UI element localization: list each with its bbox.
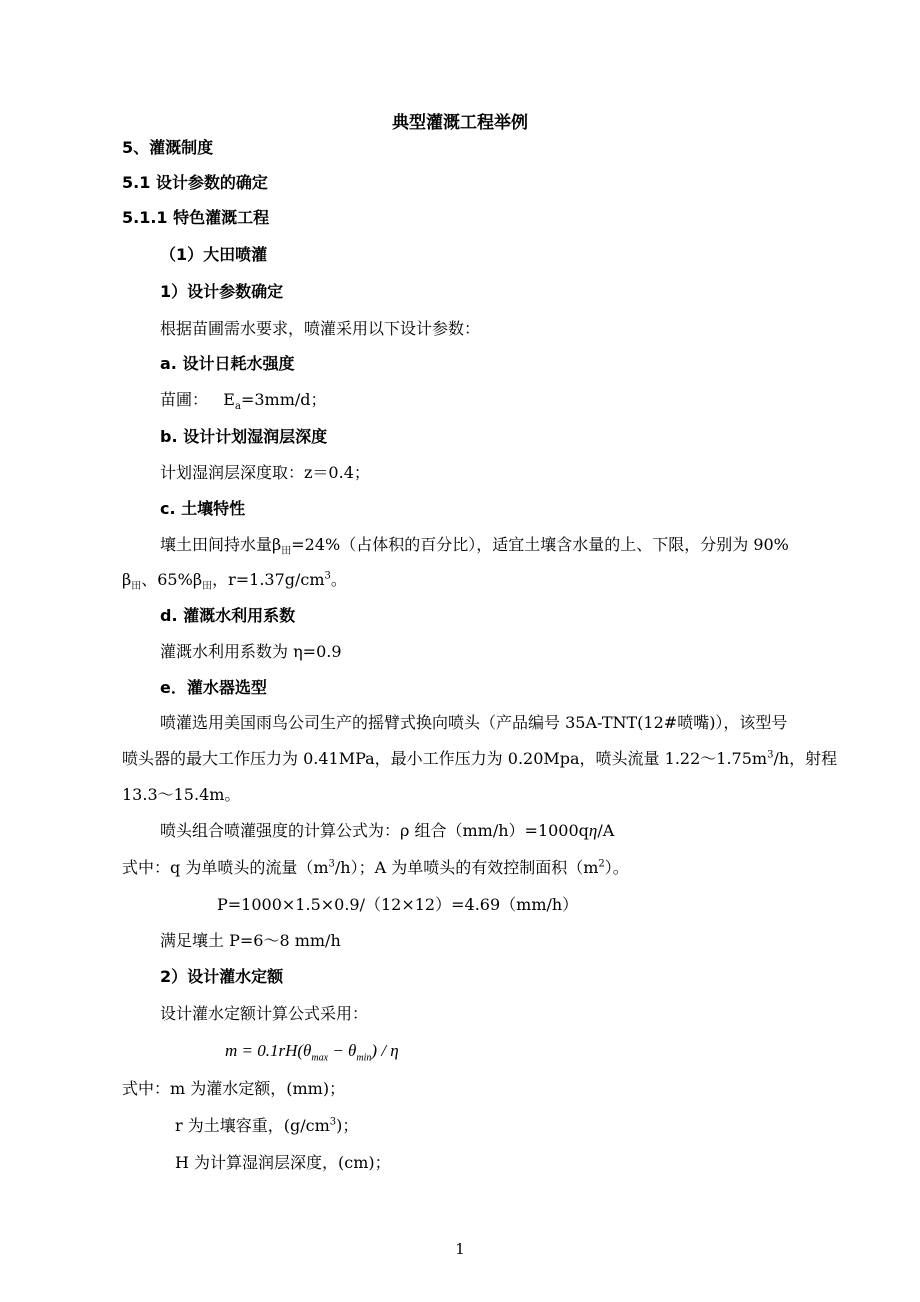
subsection-heading: 5.1 设计参数的确定 <box>122 173 268 192</box>
text-span: 苗圃： <box>160 390 209 409</box>
formula-part: ) / η <box>371 1041 399 1060</box>
text-span: 式中：q 为单喷头的流量（m <box>122 858 329 877</box>
text-span: 壤土田间持水量β <box>160 535 282 554</box>
paragraph: 满足壤土 P=6～8 mm/h <box>160 931 341 950</box>
text-span: 、65%β <box>141 570 203 589</box>
paragraph: H 为计算湿润层深度，(cm)； <box>175 1153 391 1172</box>
paragraph: 喷灌选用美国雨鸟公司生产的摇臂式换向喷头（产品编号 35A-TNT(12#喷嘴)），该型号 <box>160 713 788 732</box>
subscript: 田 <box>131 581 142 593</box>
subscript: 田 <box>281 546 292 558</box>
paragraph <box>122 569 347 591</box>
paragraph: 计划湿润层深度取：z＝0.4； <box>160 463 370 482</box>
subsubsection-heading <box>122 207 269 229</box>
page-number: 1 <box>455 1240 465 1258</box>
superscript: 2 <box>598 858 605 870</box>
formula-part: − θ <box>328 1041 357 1060</box>
document-title: 典型灌溉工程举例 <box>392 113 528 133</box>
item-heading: （1）大田喷灌 <box>160 245 268 264</box>
text-span: =24%（占体积的百分比），适宜土壤含水量的上、下限，分别为 90% <box>291 535 789 554</box>
section-heading: 5、灌溉制度 <box>122 138 214 157</box>
text-span: /A <box>597 821 615 840</box>
equation-line: P=1000×1.5×0.9/（12×12）=4.69（mm/h） <box>217 895 579 914</box>
paragraph <box>160 820 614 842</box>
superscript: 3 <box>329 1116 337 1128</box>
subscript: 田 <box>202 581 213 593</box>
param-heading: e．灌水器选型 <box>160 678 267 697</box>
paragraph: 根据苗圃需水要求，喷灌采用以下设计参数： <box>160 319 481 338</box>
text-span: ）。 <box>604 858 629 877</box>
text-span: /h，射程 <box>773 749 838 768</box>
text-span: 喷头组合喷灌强度的计算公式为：ρ 组合（mm/h）=1000q <box>160 821 589 840</box>
text-span: )； <box>336 1116 359 1135</box>
superscript: 3 <box>328 858 335 870</box>
text-span: =3mm/d； <box>240 390 327 409</box>
param-heading: b. 设计计划湿润层深度 <box>160 427 328 446</box>
paragraph <box>122 857 629 879</box>
heading-text: 5.1.1 特色灌溉工程 <box>122 208 270 227</box>
item-heading: 2）设计灌水定额 <box>160 967 284 986</box>
superscript: 3 <box>767 749 774 761</box>
text-span: 。 <box>330 570 347 589</box>
param-heading: d. 灌溉水利用系数 <box>160 606 296 625</box>
param-heading: a. 设计日耗水强度 <box>160 354 295 373</box>
text-span: ，r=1.37g/cm <box>212 570 325 589</box>
param-heading: c. 土壤特性 <box>160 499 246 518</box>
paragraph: 式中：m 为灌水定额，(mm)； <box>122 1079 346 1098</box>
math-symbol: η <box>588 821 598 840</box>
paragraph <box>160 389 327 411</box>
text-span: β <box>122 570 132 589</box>
paragraph: 灌溉水利用系数为 η=0.9 <box>160 642 342 661</box>
paragraph: 13.3～15.4m。 <box>122 785 241 804</box>
subscript: min <box>356 1052 372 1064</box>
subscript: a <box>234 401 241 413</box>
formula-part: m = 0.1rH(θ <box>225 1041 312 1060</box>
superscript: 3 <box>324 570 331 582</box>
paragraph <box>160 534 789 556</box>
paragraph <box>122 748 837 770</box>
subscript: max <box>311 1052 329 1064</box>
text-span: 喷头器的最大工作压力为 0.41MPa，最小工作压力为 0.20Mpa，喷头流量 1.22～1.75m <box>122 749 768 768</box>
text-span: /h）；A 为单喷头的有效控制面积（m <box>334 858 599 877</box>
text-span: r 为土壤容重，(g/cm <box>175 1116 330 1135</box>
item-heading: 1）设计参数确定 <box>160 282 284 301</box>
paragraph <box>175 1115 358 1137</box>
text-span: E <box>223 390 235 409</box>
formula <box>225 1040 399 1062</box>
paragraph: 设计灌水定额计算公式采用： <box>160 1004 369 1023</box>
